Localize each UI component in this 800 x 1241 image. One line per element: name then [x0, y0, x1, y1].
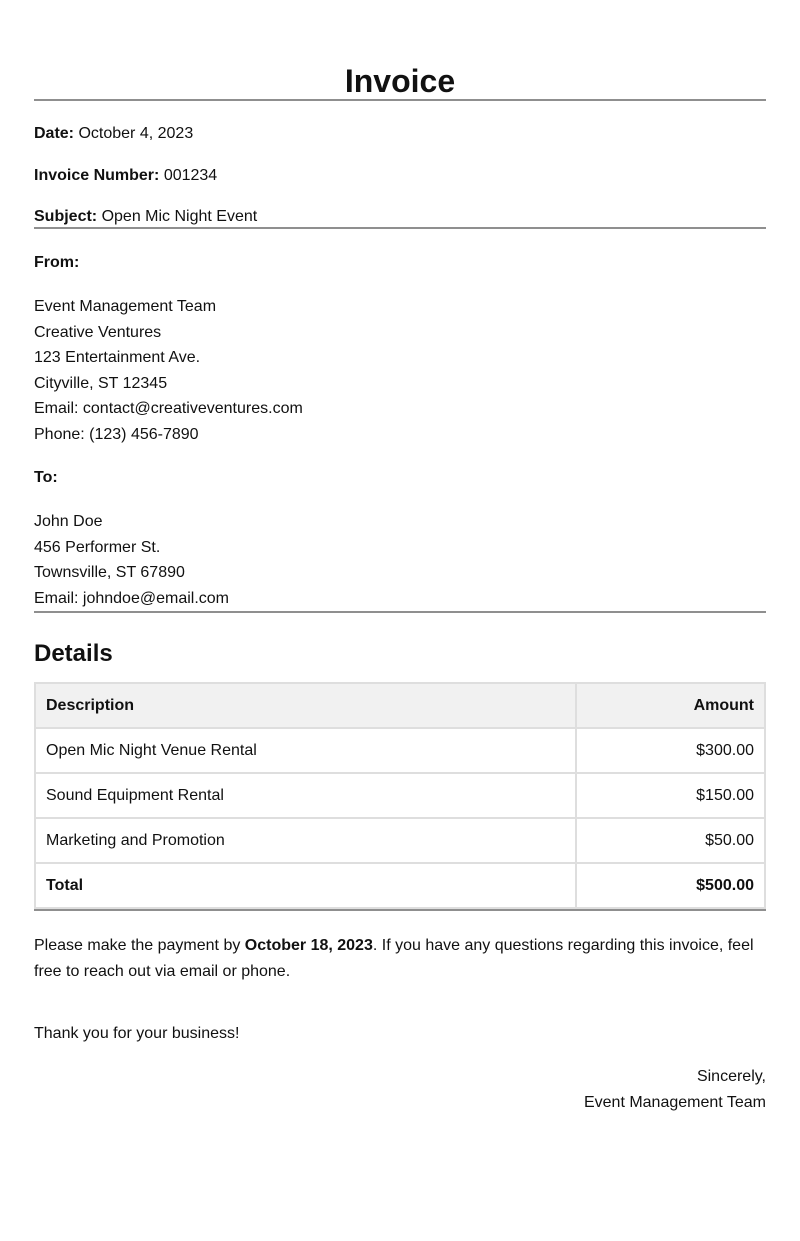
total-label: Total	[35, 863, 576, 908]
thank-you-text: Thank you for your business!	[34, 1025, 240, 1042]
from-label: From:	[34, 254, 80, 271]
due-date: October 18, 2023	[244, 937, 373, 954]
address-line: Phone: (123) 456-7890	[34, 425, 199, 443]
invoice-number-value: 001234	[163, 167, 218, 184]
divider	[34, 227, 766, 229]
closing-text: Sincerely,	[696, 1068, 766, 1085]
invoice-page	[34, 0, 766, 1115]
divider	[34, 99, 766, 101]
address-line: Event Management Team	[34, 298, 217, 315]
divider	[34, 909, 766, 911]
payment-note-suffix: . If you have any questions regarding this invoice, feel free to reach out via email or phone.	[34, 937, 754, 980]
address-line: Email: contact@creativeventures.com	[34, 400, 303, 417]
signature: Event Management Team	[583, 1093, 766, 1111]
address-line: Cityville, ST 12345	[34, 374, 168, 392]
subject-line	[34, 207, 766, 227]
column-header-amount: Amount	[576, 683, 765, 728]
invoice-number-line	[34, 166, 766, 186]
details-table	[34, 682, 766, 909]
address-line: Townsville, ST 67890	[34, 564, 185, 581]
address-line: Creative Ventures	[34, 323, 162, 341]
total-value: $500.00	[576, 863, 765, 908]
closing-block	[34, 1064, 766, 1115]
address-line: 456 Performer St.	[34, 538, 161, 556]
payment-note	[34, 933, 766, 985]
address-line: John Doe	[34, 513, 103, 530]
address-line: Email: johndoe@email.com	[34, 589, 229, 607]
to-label: To:	[34, 469, 58, 486]
date-value: October 4, 2023	[78, 125, 194, 142]
total-row	[35, 863, 765, 908]
table-row	[35, 818, 765, 863]
from-address	[34, 294, 766, 447]
table-row	[35, 728, 765, 773]
address-line: 123 Entertainment Ave.	[34, 349, 201, 366]
invoice-title: Invoice	[344, 63, 456, 99]
item-description: Marketing and Promotion	[35, 818, 576, 863]
to-address	[34, 509, 766, 611]
subject-label: Subject:	[34, 208, 98, 225]
details-heading: Details	[34, 640, 113, 667]
item-description: Open Mic Night Venue Rental	[35, 728, 576, 773]
table-header-row	[35, 683, 765, 728]
item-amount: $50.00	[576, 818, 765, 863]
date-line	[34, 124, 766, 144]
invoice-number-label: Invoice Number:	[34, 167, 160, 184]
table-row	[35, 773, 765, 818]
date-label: Date:	[34, 125, 75, 142]
item-description: Sound Equipment Rental	[35, 773, 576, 818]
column-header-description: Description	[35, 683, 576, 728]
payment-note-prefix: Please make the payment by	[34, 937, 245, 954]
divider	[34, 611, 766, 613]
subject-value: Open Mic Night Event	[101, 208, 258, 225]
item-amount: $150.00	[576, 773, 765, 818]
item-amount: $300.00	[576, 728, 765, 773]
